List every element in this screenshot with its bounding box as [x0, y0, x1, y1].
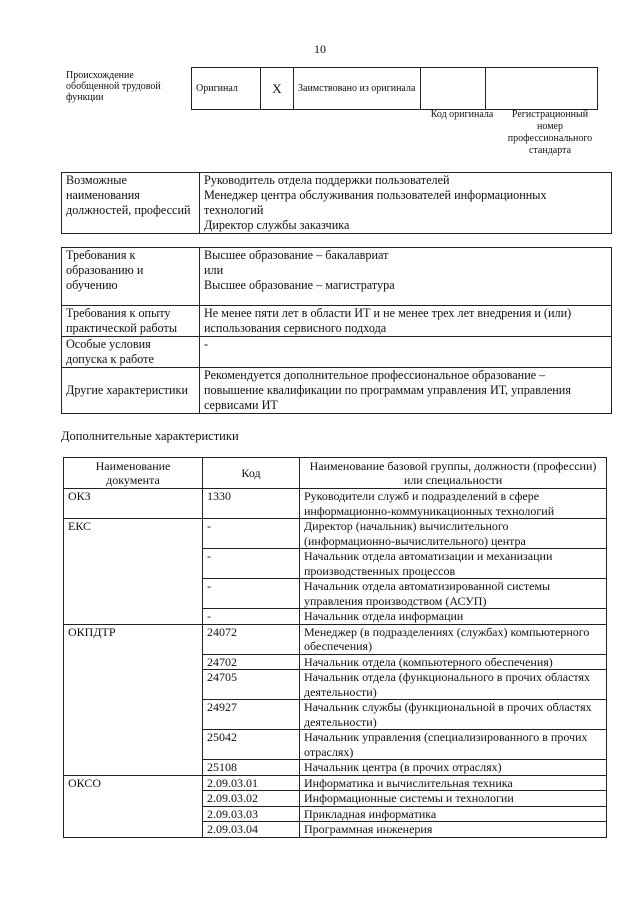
origin-label: Происхождение обобщенной трудовой функции	[66, 70, 161, 103]
table-row	[64, 791, 607, 807]
header-code: Код	[203, 458, 300, 489]
name-cell: Менеджер (в подразделениях (службах) компьютерного обеспечения)	[300, 624, 607, 654]
req-line: или	[204, 263, 224, 277]
table-row	[64, 670, 607, 700]
table-row	[64, 579, 607, 609]
doc-cell	[64, 822, 203, 838]
requirements-table	[61, 247, 612, 414]
origin-code-cell	[421, 68, 486, 110]
name-cell: Начальник отдела информации	[300, 609, 607, 625]
code-cell: -	[203, 579, 300, 609]
doc-cell	[64, 579, 203, 609]
doc-cell	[64, 654, 203, 670]
origin-borrowed: Заимствовано из оригинала	[294, 68, 421, 110]
doc-cell: ОКПДТР	[64, 624, 203, 654]
doc-cell: ОКЗ	[64, 489, 203, 519]
table-row	[64, 609, 607, 625]
name-cell: Программная инженерия	[300, 822, 607, 838]
header-document: Наименование документа	[64, 458, 203, 489]
doc-cell: ОКСО	[64, 775, 203, 791]
req-education-label: Требования к образованию и обучению	[62, 248, 200, 306]
positions-label: Возможные наименования должностей, профессий	[62, 173, 200, 234]
code-cell: -	[203, 609, 300, 625]
req-conditions-label: Особые условия допуска к работе	[62, 337, 200, 368]
doc-cell	[64, 760, 203, 776]
code-cell: 24702	[203, 654, 300, 670]
table-row	[64, 760, 607, 776]
doc-cell	[64, 806, 203, 822]
table-row	[64, 549, 607, 579]
table-row	[64, 700, 607, 730]
code-cell: 2.09.03.02	[203, 791, 300, 807]
name-cell: Начальник отдела (функционального в прочих областях деятельности)	[300, 670, 607, 700]
table-row	[64, 806, 607, 822]
origin-reg-cell	[486, 68, 598, 110]
additional-table	[63, 457, 607, 838]
name-cell: Начальник отдела (компьютерного обеспечения)	[300, 654, 607, 670]
req-other-value: Рекомендуется дополнительное профессиональное образование – повышение квалификации по программам управления ИТ, управления сервисами ИТ	[200, 368, 612, 414]
name-cell: Руководители служб и подразделений в сфере информационно-коммуникационных технологий	[300, 489, 607, 519]
origin-mark: X	[261, 68, 294, 110]
name-cell: Информатика и вычислительная техника	[300, 775, 607, 791]
origin-reg-caption: Регистрационный номер профессионального стандарта	[507, 109, 593, 156]
position-item: Директор службы заказчика	[204, 218, 350, 232]
req-other-label: Другие характеристики	[62, 368, 200, 414]
table-row	[64, 519, 607, 549]
code-cell: 24927	[203, 700, 300, 730]
code-cell: 1330	[203, 489, 300, 519]
doc-cell: ЕКС	[64, 519, 203, 549]
doc-cell	[64, 609, 203, 625]
name-cell: Начальник центра (в прочих отраслях)	[300, 760, 607, 776]
req-line: Высшее образование – бакалавриат	[204, 248, 389, 262]
doc-cell	[64, 700, 203, 730]
name-cell: Начальник отдела автоматизированной системы управления производством (АСУП)	[300, 579, 607, 609]
req-experience-value: Не менее пяти лет в области ИТ и не менее трех лет внедрения и (или) использования сервисного подхода	[200, 306, 612, 337]
header-row	[64, 458, 607, 489]
table-row	[64, 775, 607, 791]
doc-cell	[64, 730, 203, 760]
table-row	[64, 730, 607, 760]
positions-table	[61, 172, 612, 234]
origin-code-caption: Код оригинала	[430, 109, 494, 120]
name-cell: Прикладная информатика	[300, 806, 607, 822]
req-experience-label: Требования к опыту практической работы	[62, 306, 200, 337]
code-cell: 24705	[203, 670, 300, 700]
req-education-value	[200, 248, 612, 306]
code-cell: 25108	[203, 760, 300, 776]
table-row	[64, 624, 607, 654]
name-cell: Директор (начальник) вычислительного (информационно-вычислительного) центра	[300, 519, 607, 549]
page-number: 10	[314, 42, 326, 56]
req-line: Высшее образование – магистратура	[204, 278, 395, 292]
position-item: Менеджер центра обслуживания пользователей информационных технологий	[204, 188, 547, 217]
code-cell: -	[203, 519, 300, 549]
table-row	[64, 489, 607, 519]
additional-title: Дополнительные характеристики	[61, 429, 239, 443]
origin-original-cell	[192, 68, 261, 110]
doc-cell	[64, 670, 203, 700]
name-cell: Начальник отдела автоматизации и механизации производственных процессов	[300, 549, 607, 579]
name-cell: Информационные системы и технологии	[300, 791, 607, 807]
header-name: Наименование базовой группы, должности (профессии) или специальности	[300, 458, 607, 489]
code-cell: 24072	[203, 624, 300, 654]
name-cell: Начальник управления (специализированного в прочих отраслях)	[300, 730, 607, 760]
code-cell: 25042	[203, 730, 300, 760]
table-row	[64, 822, 607, 838]
position-item: Руководитель отдела поддержки пользователей	[204, 173, 450, 187]
table-row	[64, 654, 607, 670]
origin-table	[191, 67, 598, 110]
doc-cell	[64, 549, 203, 579]
positions-list	[200, 173, 612, 234]
doc-cell	[64, 791, 203, 807]
code-cell: 2.09.03.03	[203, 806, 300, 822]
name-cell: Начальник службы (функциональной в прочих областях деятельности)	[300, 700, 607, 730]
code-cell: -	[203, 549, 300, 579]
origin-original: Оригинал	[196, 83, 238, 94]
code-cell: 2.09.03.04	[203, 822, 300, 838]
code-cell: 2.09.03.01	[203, 775, 300, 791]
req-conditions-value: -	[200, 337, 612, 368]
